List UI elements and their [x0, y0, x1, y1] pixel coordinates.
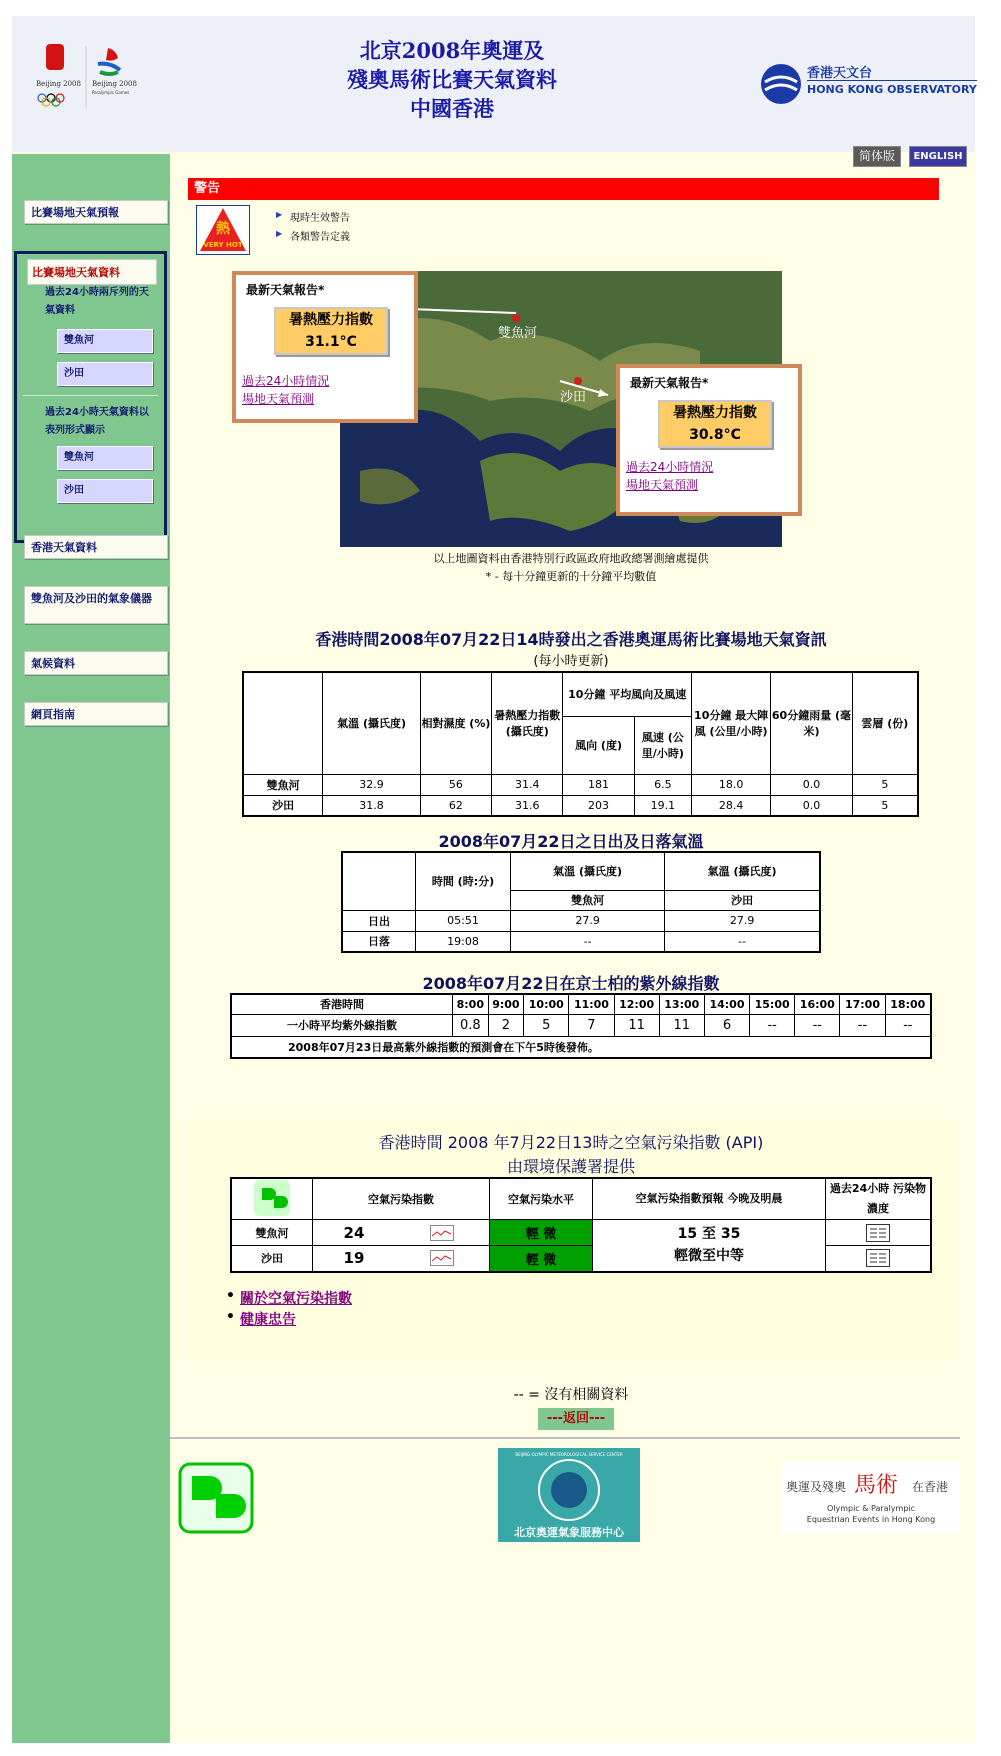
hot-icon-char: 熱 — [216, 221, 230, 237]
api-forecast-cell — [593, 1220, 826, 1272]
nav-seq-site2[interactable]: 沙田 — [57, 362, 153, 386]
hsi-value-site2: 30.8°C — [689, 427, 741, 443]
warning-definitions-link[interactable]: ▶ 各類警告定義 — [290, 228, 350, 243]
simplified-chinese-button[interactable]: 简体版 — [853, 146, 901, 167]
hsi-label-site2: 暑熱壓力指數 — [673, 405, 757, 421]
hsi-label-site1: 暑熱壓力指數 — [289, 312, 373, 328]
no-data-legend: -- = 沒有相關資料 — [513, 1387, 629, 1403]
cell: -- — [511, 931, 665, 952]
table-row — [243, 795, 918, 816]
page-title — [292, 36, 612, 123]
equestrian-logo[interactable] — [782, 1462, 960, 1534]
nav-instruments[interactable]: 雙魚河及沙田的氣象儀器 — [24, 586, 168, 624]
cell: 27.9 — [511, 910, 665, 931]
cell: 5 — [852, 774, 918, 795]
cell: 203 — [563, 795, 634, 816]
th-cloud: 雲層 (份) — [852, 672, 918, 774]
cell: 18.0 — [691, 774, 770, 795]
nav-divider — [23, 395, 158, 396]
table-icon[interactable] — [866, 1224, 890, 1242]
th-wind-dir: 風向 (度) — [563, 716, 634, 774]
nav-table-site1[interactable]: 雙魚河 — [57, 446, 153, 470]
english-button[interactable]: ENGLISH — [909, 146, 967, 167]
th-uv-index: 一小時平均紫外線指數 — [231, 1014, 453, 1036]
th-wind-speed: 風速 (公里/小時) — [634, 716, 691, 774]
hko-logo[interactable] — [757, 60, 977, 110]
uv-time: 17:00 — [840, 994, 885, 1014]
past24-link-site2[interactable]: 過去24小時情況 — [626, 460, 714, 474]
cell: 31.4 — [492, 774, 563, 795]
api-chart-link[interactable] — [395, 1246, 490, 1272]
cell: 28.4 — [691, 795, 770, 816]
nav-hk-weather[interactable]: 香港天氣資料 — [24, 535, 168, 559]
nav-venue-info[interactable]: 比賽場地天氣資料 — [27, 259, 157, 285]
th-gust: 10分鐘 最大陣風 (公里/小時) — [691, 672, 770, 774]
title-line-2: 殘奧馬術比賽天氣資料 — [347, 67, 557, 92]
uv-value: -- — [885, 1014, 931, 1036]
map-label-site1: 雙魚河 — [498, 326, 538, 341]
cell: 5 — [852, 795, 918, 816]
venue-map — [188, 271, 954, 548]
eq-text-2: Olympic & Paralympic — [826, 1504, 916, 1513]
uv-time: 10:00 — [524, 994, 569, 1014]
cell: 19:08 — [416, 931, 511, 952]
title-line-3: 中國香港 — [410, 96, 494, 121]
th-uv-time: 香港時間 — [231, 994, 453, 1014]
row-label: 日出 — [342, 910, 416, 931]
chart-icon[interactable] — [430, 1225, 454, 1241]
cell: 32.9 — [323, 774, 420, 795]
uv-time: 9:00 — [488, 994, 524, 1014]
api-table — [230, 1177, 932, 1273]
bj-center-zh: 北京奧運氣象服務中心 — [514, 1526, 624, 1539]
table-row — [231, 1246, 931, 1272]
api-value: 19 — [313, 1246, 395, 1272]
th-api-forecast: 空氣污染指數預報 今晚及明晨 — [593, 1178, 826, 1220]
th-temp: 氣溫 (攝氏度) — [323, 672, 420, 774]
cell: 31.6 — [492, 795, 563, 816]
olympic-logos — [36, 44, 156, 116]
row-site: 沙田 — [243, 795, 323, 816]
row-site: 沙田 — [231, 1246, 313, 1272]
th-hsi: 暑熱壓力指數 (攝氏度) — [492, 672, 563, 774]
hsi-display-site1 — [274, 307, 388, 355]
th-sun-time: 時間 (時:分) — [416, 852, 511, 910]
uv-value: -- — [750, 1014, 795, 1036]
svg-text:Paralympic Games: Paralympic Games — [92, 90, 130, 95]
cell: 27.9 — [665, 910, 820, 931]
uv-time: 16:00 — [795, 994, 840, 1014]
th-api-past: 過去24小時 污染物濃度 — [826, 1178, 932, 1220]
table-row — [342, 910, 820, 931]
bj-met-center-logo[interactable] — [498, 1448, 640, 1542]
cell: 31.8 — [323, 795, 420, 816]
map-credit: 以上地圖資料由香港特別行政區政府地政總署測繪處提供 — [433, 552, 709, 565]
api-value: 24 — [313, 1220, 395, 1246]
back-button[interactable]: ---返回--- — [538, 1408, 614, 1430]
weather-update-note: (每小時更新) — [533, 654, 609, 669]
api-forecast-level: 輕微至中等 — [674, 1248, 744, 1265]
uv-value: 11 — [614, 1014, 659, 1036]
table-row — [342, 931, 820, 952]
cell: 56 — [420, 774, 491, 795]
svg-text:Beijing 2008: Beijing 2008 — [92, 80, 137, 88]
uv-title: 2008年07月22日在京士柏的紫外線指數 — [422, 974, 720, 993]
row-site: 雙魚河 — [243, 774, 323, 795]
nav-table-site2[interactable]: 沙田 — [57, 479, 153, 503]
eq-text-3: Equestrian Events in Hong Kong — [806, 1515, 936, 1524]
about-api-link[interactable]: • 關於空氣污染指數 — [240, 1288, 352, 1308]
uv-forecast-note: 2008年07月23日最高紫外線指數的預測會在下午5時後發佈。 — [231, 1036, 931, 1058]
cell: 181 — [563, 774, 634, 795]
eq-text-1b: 在香港 — [912, 1480, 949, 1494]
epd-logo-icon — [254, 1180, 290, 1216]
uv-time: 12:00 — [614, 994, 659, 1014]
uv-time: 15:00 — [750, 994, 795, 1014]
th-sun-site2: 沙田 — [665, 890, 820, 910]
th-api-level: 空氣污染水平 — [490, 1178, 593, 1220]
pollutant-link[interactable] — [826, 1220, 932, 1246]
api-level: 輕 微 — [490, 1246, 593, 1272]
forecast-link-site1[interactable]: 場地天氣預測 — [242, 392, 315, 406]
nav-desc-past24-table: 過去24小時天氣資料以表列形式顯示 — [45, 407, 149, 436]
uv-time: 8:00 — [453, 994, 489, 1014]
api-title: 香港時間 2008 年7月22日13時之空氣污染指數 (API) — [378, 1133, 764, 1152]
uv-time: 11:00 — [569, 994, 614, 1014]
sidebar — [12, 154, 170, 1743]
very-hot-warning-icon[interactable] — [196, 205, 250, 255]
weather-box-site2 — [616, 364, 802, 516]
past24-link-site1[interactable]: 過去24小時情況 — [242, 374, 330, 388]
weather-box-site1 — [232, 271, 418, 423]
current-warnings-link[interactable]: ▶ 現時生效警告 — [290, 209, 350, 224]
epd-logo[interactable] — [178, 1462, 254, 1534]
weather-table — [242, 671, 919, 817]
uv-value: 7 — [569, 1014, 614, 1036]
hsi-display-site2 — [658, 400, 772, 448]
cell: 0.0 — [771, 774, 852, 795]
box-title-site2: 最新天氣報告* — [630, 376, 709, 390]
header — [12, 16, 975, 152]
sun-title: 2008年07月22日之日出及日落氣溫 — [438, 832, 704, 851]
chart-icon[interactable] — [430, 1250, 454, 1266]
api-chart-link[interactable] — [395, 1220, 490, 1246]
pollutant-link[interactable] — [826, 1246, 932, 1272]
sun-table — [341, 851, 821, 953]
th-site — [243, 672, 323, 774]
cell: 0.0 — [771, 795, 852, 816]
warning-bar: 警告 — [188, 178, 939, 200]
uv-value: 6 — [704, 1014, 749, 1036]
box-title-site1: 最新天氣報告* — [246, 283, 325, 297]
uv-value: 11 — [659, 1014, 704, 1036]
th-sun-blank — [342, 852, 416, 910]
hko-name-zh: 香港天文台 — [807, 66, 873, 81]
uv-value: 5 — [524, 1014, 569, 1036]
eq-text-1: 奧運及殘奧 — [786, 1480, 847, 1494]
th-sun-temp-1: 氣溫 (攝氏度) — [511, 852, 665, 890]
hot-icon-label: VERY HOT — [203, 241, 243, 249]
nav-guide[interactable]: 網頁指南 — [24, 702, 168, 726]
uv-time: 14:00 — [704, 994, 749, 1014]
uv-time: 13:00 — [659, 994, 704, 1014]
footer-divider — [170, 1437, 960, 1439]
nav-desc-past24-seq: 過去24小時兩斥列的天氣資料 — [45, 287, 149, 316]
bj-center-en: BEIJING OLYMPIC METEOROLOGICAL SERVICE CENTER — [515, 1452, 623, 1457]
table-row — [231, 1220, 931, 1246]
row-label: 日落 — [342, 931, 416, 952]
th-sun-temp-2: 氣溫 (攝氏度) — [665, 852, 820, 890]
map-label-site2: 沙田 — [560, 390, 587, 405]
hsi-value-site1: 31.1°C — [305, 334, 357, 350]
uv-value: -- — [840, 1014, 885, 1036]
th-api-logo — [231, 1178, 313, 1220]
hko-name-en: HONG KONG OBSERVATORY — [807, 80, 977, 96]
uv-value: -- — [795, 1014, 840, 1036]
th-wind: 10分鐘 平均風向及風速 — [563, 672, 692, 716]
eq-mark: 馬術 — [854, 1473, 899, 1498]
api-provider: 由環境保護署提供 — [506, 1157, 635, 1176]
health-advice-link[interactable]: • 健康忠告 — [240, 1309, 296, 1329]
beijing-logo-text: Beijing 2008 — [36, 80, 81, 88]
api-level: 輕 微 — [490, 1220, 593, 1246]
nav-climate[interactable]: 氣候資料 — [24, 651, 168, 675]
cell: 19.1 — [634, 795, 691, 816]
cell: -- — [665, 931, 820, 952]
table-icon[interactable] — [866, 1249, 890, 1267]
forecast-link-site2[interactable]: 場地天氣預測 — [626, 478, 699, 492]
table-row — [243, 774, 918, 795]
th-rh: 相對濕度 (%) — [420, 672, 491, 774]
uv-time: 18:00 — [885, 994, 931, 1014]
api-forecast-range: 15 至 35 — [677, 1226, 741, 1243]
cell: 62 — [420, 795, 491, 816]
th-sun-site1: 雙魚河 — [511, 890, 665, 910]
nav-venue-info-group — [14, 251, 167, 543]
map-footnote: * - 每十分鐘更新的十分鐘平均數值 — [485, 570, 657, 583]
uv-value: 0.8 — [453, 1014, 489, 1036]
nav-seq-site1[interactable]: 雙魚河 — [57, 329, 153, 353]
uv-value: 2 — [488, 1014, 524, 1036]
th-api-index: 空氣污染指數 — [313, 1178, 490, 1220]
cell: 05:51 — [416, 910, 511, 931]
cell: 6.5 — [634, 774, 691, 795]
th-rain: 60分鐘雨量 (毫米) — [771, 672, 852, 774]
nav-venue-forecast[interactable]: 比賽場地天氣預報 — [24, 200, 168, 224]
row-site: 雙魚河 — [231, 1220, 313, 1246]
weather-title: 香港時間2008年07月22日14時發出之香港奧運馬術比賽場地天氣資訊 — [315, 630, 827, 649]
title-line-1: 北京2008年奧運及 — [359, 38, 545, 63]
uv-table — [230, 993, 932, 1059]
